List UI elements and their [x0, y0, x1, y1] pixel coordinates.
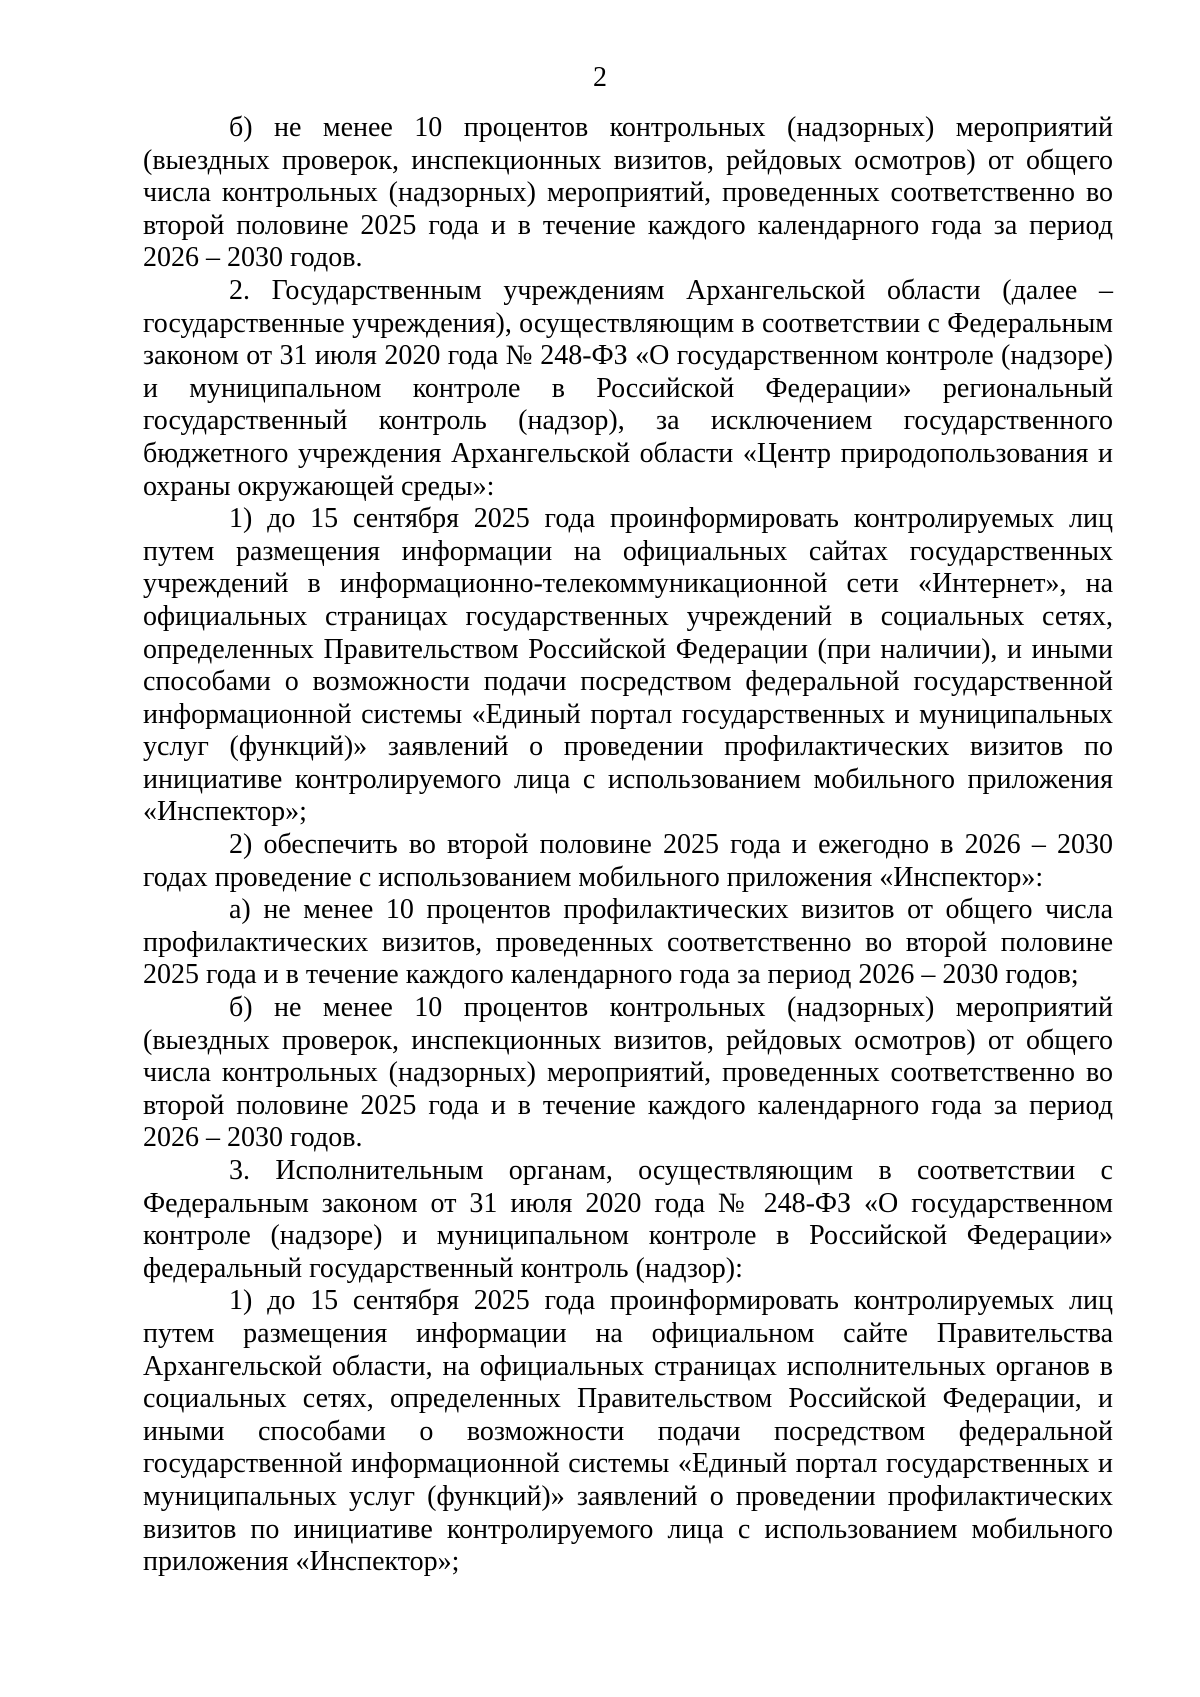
paragraph-3-executive-bodies: 3. Исполнительным органам, осуществляющим в соответствии с Федеральным законом от 31 июля 2020 года № 248-ФЗ «О государственном контроле (надзоре) и муниципальном контроле в Российской Федерации» федеральный государственный контроль (надзор): [143, 1155, 1113, 1284]
paragraph-2-2-ensure-inspector-app: 2) обеспечить во второй половине 2025 года и ежегодно в 2026 – 2030 годах проведение с использованием мобильного приложения «Инспектор»: [143, 829, 1113, 893]
paragraph-1b-control-measures: б) не менее 10 процентов контрольных (надзорных) мероприятий (выездных проверок, инспекционных визитов, рейдовых осмотров) от общего числа контрольных (надзорных) мероприятий, проведенных соответственно во второй половине 2025 года и в течение каждого календарного года за период 2026 – 2030 годов. [143, 112, 1113, 274]
paragraph-2-1-inform-controlled-persons: 1) до 15 сентября 2025 года проинформировать контролируемых лиц путем размещения информации на официальных сайтах государственных учреждений в информационно-телекоммуникационной сети «Интернет», на официальных страницах государственных учреждений в социальных сетях, определенных Правительством Российской Федерации (при наличии), и иными способами о возможности подачи посредством федеральной государственной информационной системы «Единый портал государственных и муниципальных услуг (функций)» заявлений о проведении профилактических визитов по инициативе контролируемого лица с использованием мобильного приложения «Инспектор»; [143, 503, 1113, 828]
paragraph-2-2a-preventive-visits: а) не менее 10 процентов профилактических визитов от общего числа профилактических визитов, проведенных соответственно во второй половине 2025 года и в течение каждого календарного года за период 2026 – 2030 годов; [143, 894, 1113, 991]
document-body [143, 112, 1113, 1579]
paragraph-3-1-inform-controlled-persons: 1) до 15 сентября 2025 года проинформировать контролируемых лиц путем размещения информации на официальном сайте Правительства Архангельской области, на официальных страницах исполнительных органов в социальных сетях, определенных Правительством Российской Федерации, и иными способами о возможности подачи посредством федеральной государственной информационной системы «Единый портал государственных и муниципальных услуг (функций)» заявлений о проведении профилактических визитов по инициативе контролируемого лица с использованием мобильного приложения «Инспектор»; [143, 1285, 1113, 1578]
paragraph-2-state-institutions: 2. Государственным учреждениям Архангельской области (далее – государственные учреждения), осуществляющим в соответствии с Федеральным законом от 31 июля 2020 года № 248-ФЗ «О государственном контроле (надзоре) и муниципальном контроле в Российской Федерации» региональный государственный контроль (надзор), за исключением государственного бюджетного учреждения Архангельской области «Центр природопользования и охраны окружающей среды»: [143, 274, 1113, 502]
page-number: 2 [593, 62, 607, 93]
paragraph-2-2b-control-measures: б) не менее 10 процентов контрольных (надзорных) мероприятий (выездных проверок, инспекционных визитов, рейдовых осмотров) от общего числа контрольных (надзорных) мероприятий, проведенных соответственно во второй половине 2025 года и в течение каждого календарного года за период 2026 – 2030 годов. [143, 992, 1113, 1154]
